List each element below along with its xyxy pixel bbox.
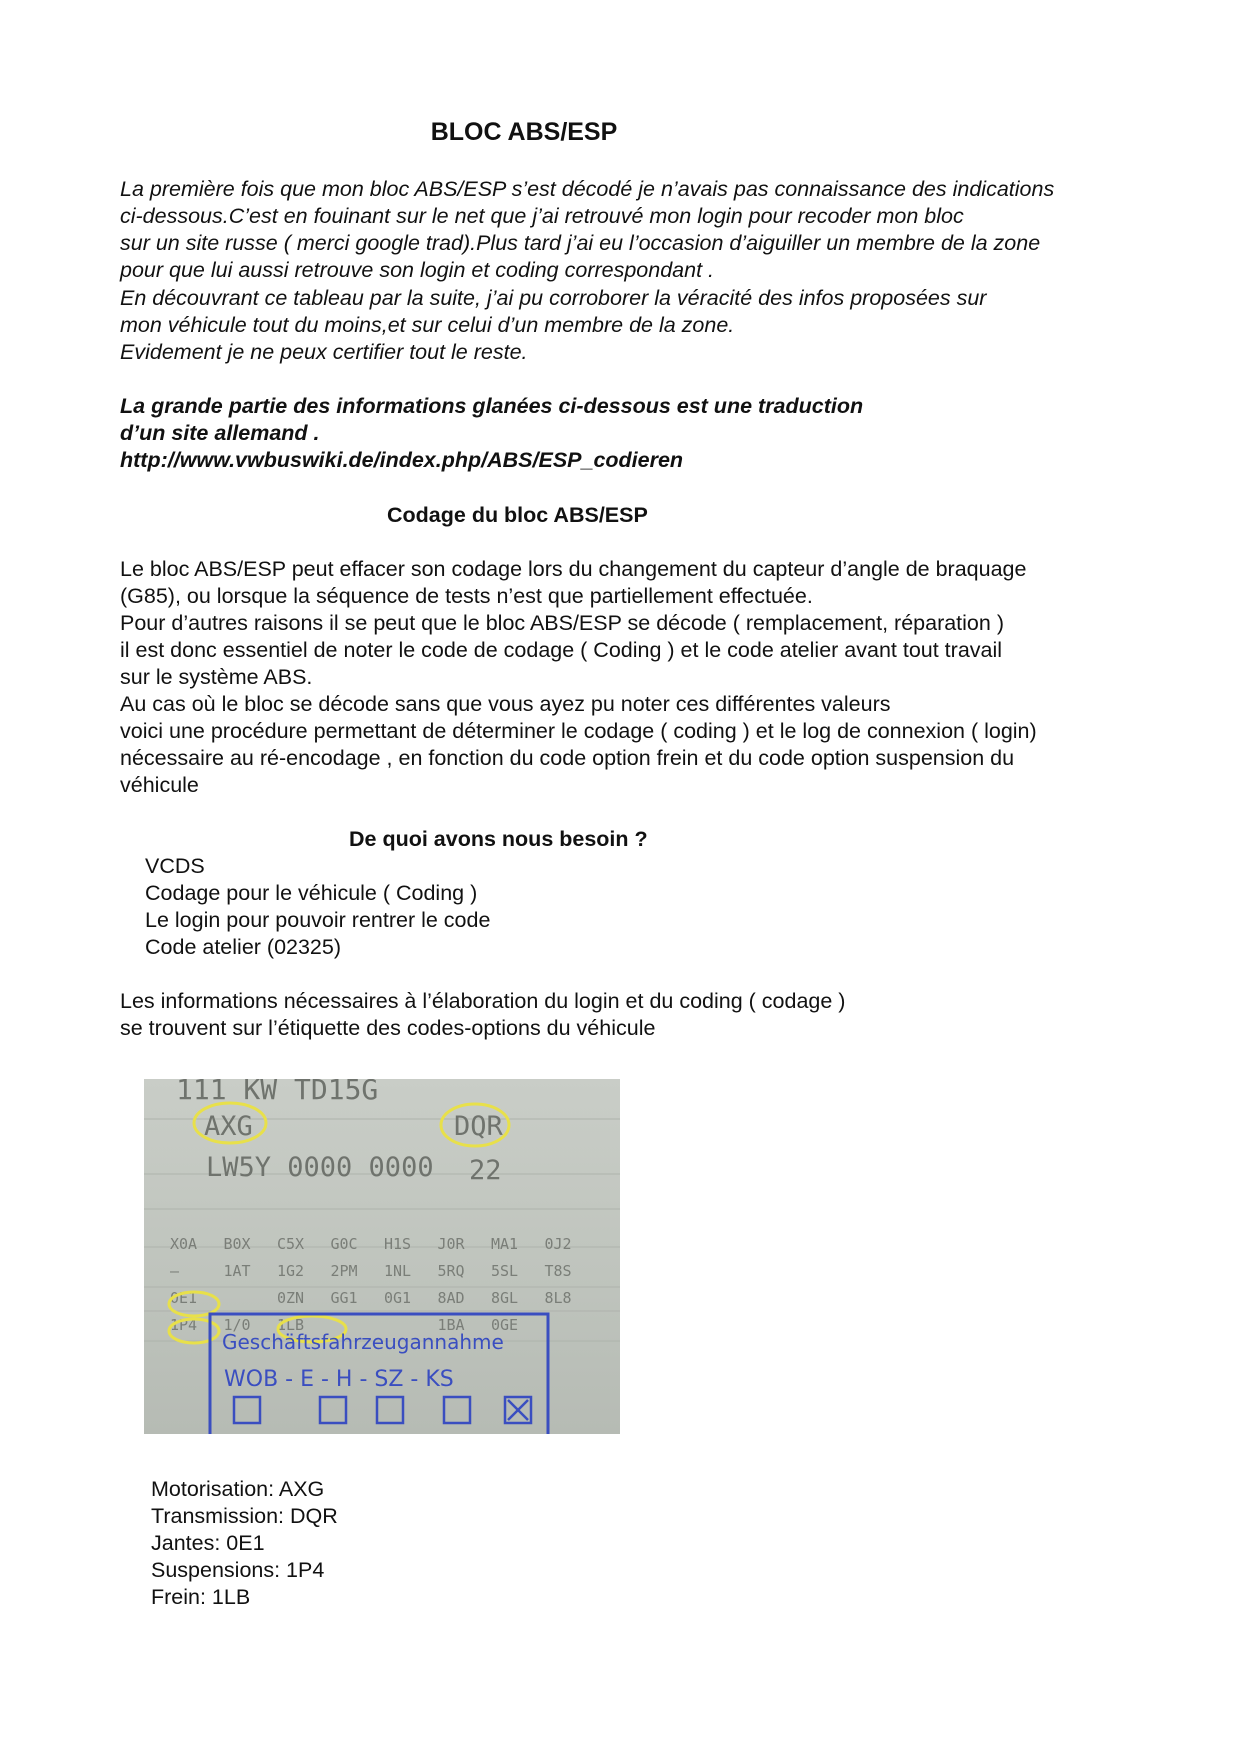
option-code-grid (170, 1235, 572, 1334)
option-code: MA1 (491, 1235, 519, 1253)
coding-line: Pour d’autres raisons il se peut que le bloc ABS/ESP se décode ( remplacement, réparation ) (120, 611, 1004, 635)
sticker-top-line: 111 KW TD15G (176, 1079, 379, 1106)
intro-line: pour que lui aussi retrouve son login et coding correspondant . (120, 258, 715, 282)
option-code: 1AT (223, 1262, 251, 1280)
intro-line: La première fois que mon bloc ABS/ESP s’est décodé je n’avais pas connaissance des indications (120, 177, 1055, 201)
option-code: 0G1 (384, 1289, 412, 1307)
stamp-locations: WOB - E - H - SZ - KS (224, 1367, 454, 1392)
option-codes-sticker-photo (144, 1079, 620, 1434)
option-code: B0X (223, 1235, 251, 1253)
intro-line: ci-dessous.C’est en fouinant sur le net que j’ai retrouvé mon login pour recoder mon bloc (120, 204, 964, 228)
option-code: 1BA (437, 1316, 465, 1334)
stamp-title: Geschäftsfahrzeugannahme (222, 1330, 504, 1354)
option-code: 0GE (491, 1316, 519, 1334)
sticker-row-code: LW5Y 0000 0000 (206, 1152, 434, 1183)
option-code: 1G2 (277, 1262, 305, 1280)
option-code: H1S (384, 1235, 412, 1253)
sticker-gearbox-code: DQR (454, 1111, 503, 1142)
needs-item: Code atelier (02325) (145, 935, 342, 959)
document-title: BLOC ABS/ESP (430, 118, 618, 146)
option-code: 1LB (277, 1316, 305, 1334)
intro-line: mon véhicule tout du moins,et sur celui d’un membre de la zone. (120, 313, 735, 337)
info-line: Les informations nécessaires à l’élaboration du login et du coding ( codage ) (120, 989, 846, 1013)
option-code: X0A (170, 1235, 198, 1253)
source-url: http://www.vwbuswiki.de/index.php/ABS/ESP_codieren (120, 448, 684, 472)
option-code: 0ZN (277, 1289, 305, 1307)
option-code: 5RQ (437, 1262, 465, 1280)
coding-line: voici une procédure permettant de déterminer le codage ( coding ) et le log de connexion ( login) (120, 719, 1037, 743)
needs-item: Le login pour pouvoir rentrer le code (145, 908, 491, 932)
option-code: G0C (330, 1235, 358, 1253)
intro-line: Evidement je ne peux certifier tout le reste. (120, 340, 528, 364)
vehicle-info-brake: Frein: 1LB (151, 1585, 251, 1609)
coding-line: (G85), ou lorsque la séquence de tests n’est que partiellement effectuée. (120, 584, 813, 608)
source-line: La grande partie des informations glanées ci-dessous est une traduction (120, 394, 864, 418)
option-code: 2PM (330, 1262, 358, 1280)
option-code: 8AD (437, 1289, 465, 1307)
vehicle-info-suspension: Suspensions: 1P4 (151, 1558, 325, 1582)
vehicle-info-rims: Jantes: 0E1 (151, 1531, 265, 1555)
coding-line: nécessaire au ré-encodage , en fonction du code option frein et du code option suspension du (120, 746, 1015, 770)
option-code: J0R (437, 1235, 465, 1253)
needs-item: Codage pour le véhicule ( Coding ) (145, 881, 478, 905)
coding-line: sur le système ABS. (120, 665, 313, 689)
option-code: 8GL (491, 1289, 519, 1307)
option-code: 0E1 (170, 1289, 198, 1307)
source-line: d’un site allemand . (120, 421, 320, 445)
option-code: 0J2 (544, 1235, 572, 1253)
option-code: 8L8 (544, 1289, 572, 1307)
coding-line: il est donc essentiel de noter le code de codage ( Coding ) et le code atelier avant tout travail (120, 638, 1003, 662)
option-code: C5X (277, 1235, 305, 1253)
option-code: 5SL (491, 1262, 519, 1280)
option-code: T8S (544, 1262, 572, 1280)
intro-line: En découvrant ce tableau par la suite, j’ai pu corroborer la véracité des infos proposées sur (120, 286, 987, 310)
option-code: 1P4 (170, 1316, 198, 1334)
option-code: GG1 (330, 1289, 358, 1307)
sticker-drawing (144, 1079, 620, 1434)
intro-line: sur un site russe ( merci google trad).Plus tard j’ai eu l’occasion d’aiguiller un membre de la zone (120, 231, 1041, 255)
sticker-row-number: 22 (469, 1155, 502, 1186)
coding-line: Au cas où le bloc se décode sans que vous ayez pu noter ces différentes valeurs (120, 692, 891, 716)
vehicle-info-transmission: Transmission: DQR (151, 1504, 338, 1528)
workshop-stamp (210, 1314, 548, 1434)
vehicle-info-engine: Motorisation: AXG (151, 1477, 325, 1501)
option-code: — (170, 1262, 180, 1280)
option-code: 1NL (384, 1262, 412, 1280)
sticker-engine-code: AXG (204, 1111, 253, 1142)
section-heading-needs: De quoi avons nous besoin ? (349, 827, 648, 851)
coding-line: Le bloc ABS/ESP peut effacer son codage lors du changement du capteur d’angle de braquage (120, 557, 1027, 581)
coding-line: véhicule (120, 773, 199, 797)
needs-item: VCDS (145, 854, 205, 878)
section-heading-coding: Codage du bloc ABS/ESP (387, 503, 648, 527)
info-line: se trouvent sur l’étiquette des codes-options du véhicule (120, 1016, 656, 1040)
option-code: 1/0 (223, 1316, 251, 1334)
